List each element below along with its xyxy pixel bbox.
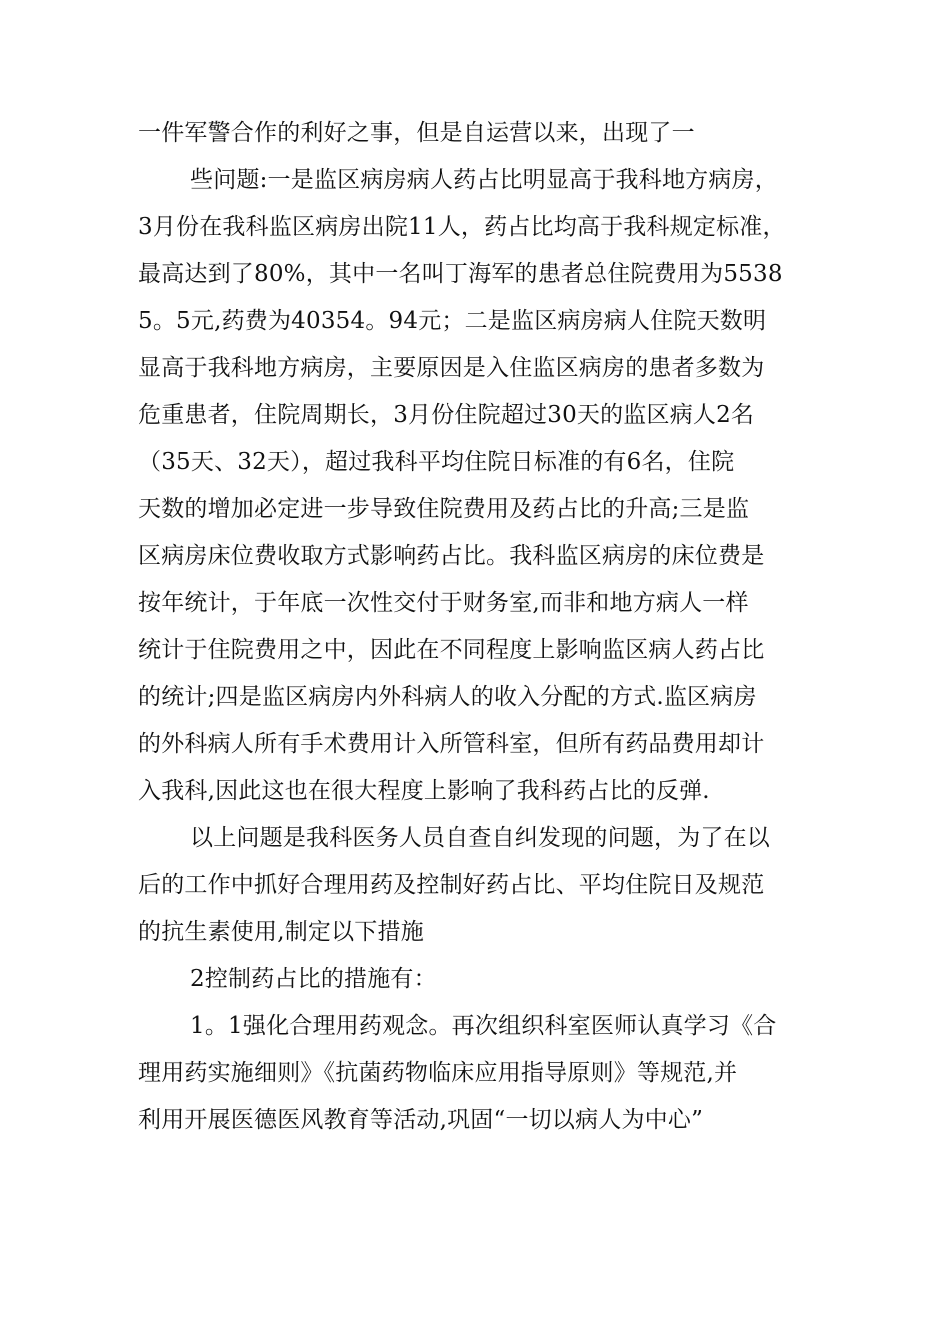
text-line-18: 的抗生素使用,制定以下措施 — [138, 919, 424, 945]
text-line-15: 入我科,因此这也在很大程度上影响了我科药占比的反弹. — [138, 778, 710, 804]
text-line-22: 利用开展医德医风教育等活动,巩固“一切以病人为中心” — [138, 1107, 704, 1133]
text-line-14: 的外科病人所有手术费用计入所管科室，但所有药品费用却计 — [138, 731, 765, 757]
text-line-5: 5。5元,药费为40354。94元；二是监区病房病人住院天数明 — [138, 308, 767, 334]
text-line-6: 显高于我科地方病房，主要原因是入住监区病房的患者多数为 — [138, 355, 765, 381]
text-line-7: 危重患者，住院周期长，3月份住院超过30天的监区病人2名 — [138, 402, 755, 428]
text-line-3: 3月份在我科监区病房出院11人，药占比均高于我科规定标准， — [138, 214, 786, 240]
text-line-8: （35天、32天），超过我科平均住院日标准的有6名，住院 — [138, 449, 735, 475]
text-line-9: 天数的增加必定进一步导致住院费用及药占比的升高;三是监 — [138, 496, 750, 522]
text-line-20: 1。1强化合理用药观念。再次组织科室医师认真学习《合 — [190, 1013, 777, 1039]
text-line-2: 些问题:一是监区病房病人药占比明显高于我科地方病房， — [190, 167, 778, 193]
text-line-12: 统计于住院费用之中，因此在不同程度上影响监区病人药占比 — [138, 637, 765, 663]
text-line-1: 一件军警合作的利好之事，但是自运营以来，出现了一 — [138, 120, 695, 146]
text-line-4: 最高达到了80%，其中一名叫丁海军的患者总住院费用为5538 — [138, 261, 783, 287]
text-line-10: 区病房床位费收取方式影响药占比。我科监区病房的床位费是 — [138, 543, 765, 569]
text-line-16: 以上问题是我科医务人员自查自纠发现的问题，为了在以 — [190, 825, 770, 851]
text-line-21: 理用药实施细则》《抗菌药物临床应用指导原则》等规范,并 — [138, 1060, 738, 1086]
text-line-19: 2控制药占比的措施有： — [190, 966, 437, 992]
text-line-11: 按年统计，于年底一次性交付于财务室,而非和地方病人一样 — [138, 590, 749, 616]
text-line-17: 后的工作中抓好合理用药及控制好药占比、平均住院日及规范 — [138, 872, 765, 898]
text-line-13: 的统计;四是监区病房内外科病人的收入分配的方式.监区病房 — [138, 684, 757, 710]
